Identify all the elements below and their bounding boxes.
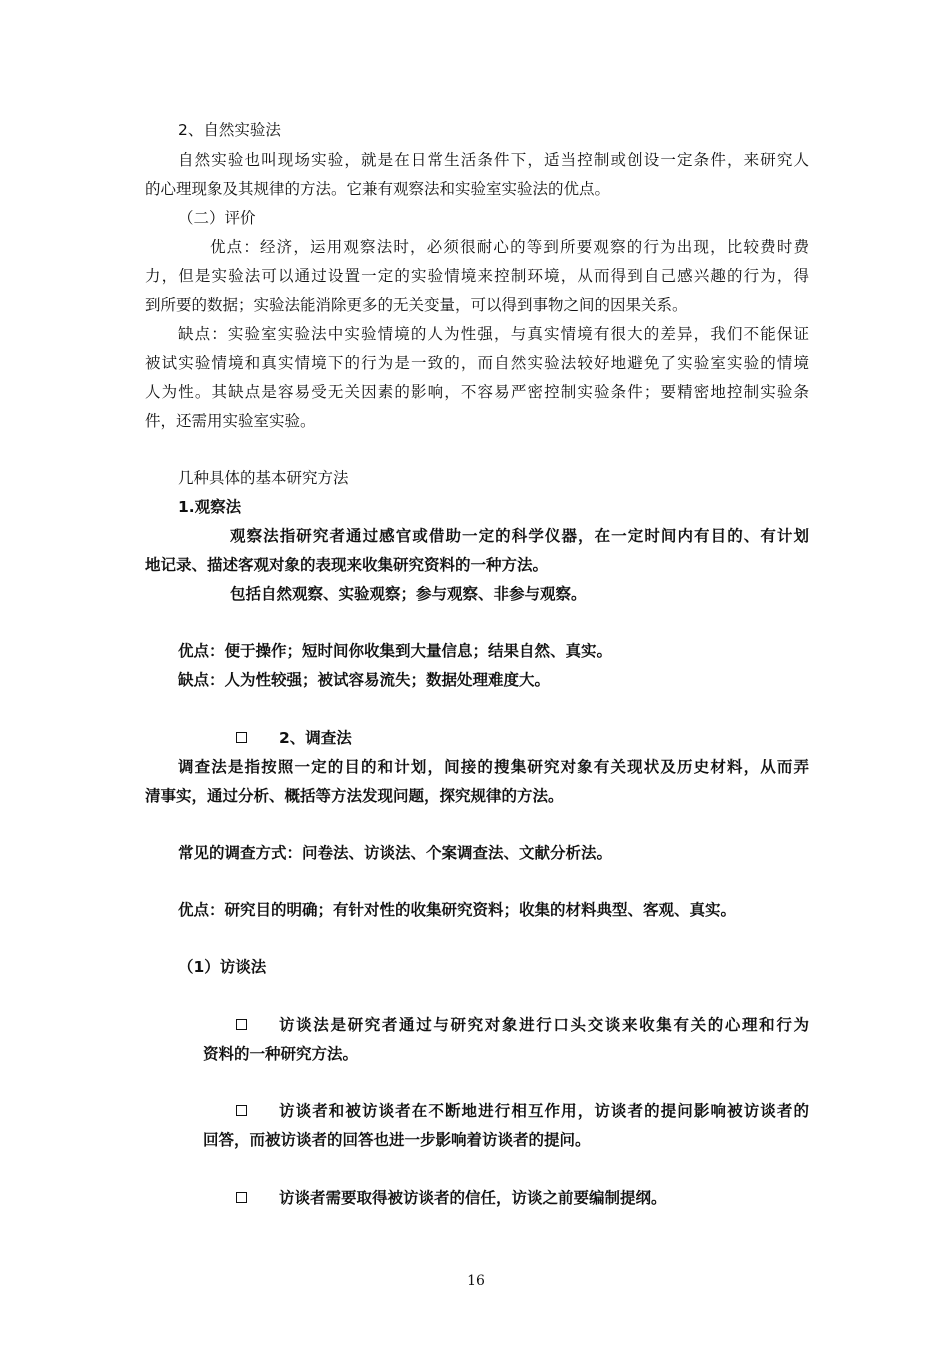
paragraph-line: 被试实验情境和真实情境下的行为是一致的，而自然实验法较好地避免了实验室实验的情境: [145, 354, 809, 372]
interview-title: （1）访谈法: [178, 958, 267, 976]
paragraph-line: 力，但是实验法可以通过设置一定的实验情境来控制环境，从而得到自己感兴趣的行为，得: [145, 267, 809, 285]
paragraph-line: 访谈者和被访谈者在不断地进行相互作用，访谈者的提问影响被访谈者的: [279, 1102, 809, 1120]
paragraph-line: 包括自然观察、实验观察；参与观察、非参与观察。: [230, 585, 587, 603]
observation-advantages: 优点：便于操作；短时间你收集到大量信息；结果自然、真实。: [178, 642, 613, 660]
paragraph-line: 缺点：实验室实验法中实验情境的人为性强，与真实情境有很大的差异，我们不能保证: [178, 325, 809, 343]
paragraph-line: 观察法指研究者通过感官或借助一定的科学仪器，在一定时间内有目的、有计划: [230, 527, 809, 545]
paragraph-line: 资料的一种研究方法。: [203, 1045, 359, 1063]
paragraph-line: 调查法是指按照一定的目的和计划，间接的搜集研究对象有关现状及历史材料，从而弄: [178, 758, 809, 776]
section-heading-natural-experiment: 2、自然实验法: [178, 121, 281, 139]
checkbox-bullet-icon: [236, 1192, 247, 1203]
bullet-item: [236, 726, 247, 750]
observation-disadvantages: 缺点：人为性较强；被试容易流失；数据处理难度大。: [178, 671, 551, 689]
section-heading-methods: 几种具体的基本研究方法: [178, 469, 349, 487]
bullet-item: [236, 1099, 247, 1123]
paragraph-line: 的心理现象及其规律的方法。它兼有观察法和实验室实验法的优点。: [145, 180, 611, 198]
paragraph-line: 访谈者需要取得被访谈者的信任，访谈之前要编制提纲。: [279, 1189, 667, 1207]
paragraph-line: 访谈法是研究者通过与研究对象进行口头交谈来收集有关的心理和行为: [279, 1016, 809, 1034]
sub-heading-evaluation: （二）评价: [178, 209, 256, 227]
paragraph-line: 回答，而被访谈者的回答也进一步影响着访谈者的提问。: [203, 1131, 591, 1149]
survey-title: 2、调查法: [279, 729, 352, 747]
survey-advantages: 优点：研究目的明确；有针对性的收集研究资料；收集的材料典型、客观、真实。: [178, 901, 737, 919]
paragraph-line: 地记录、描述客观对象的表现来收集研究资料的一种方法。: [145, 556, 549, 574]
bullet-item: [236, 1186, 247, 1210]
checkbox-bullet-icon: [236, 732, 247, 743]
paragraph-line: 优点：经济，运用观察法时，必须很耐心的等到所要观察的行为出现，比较费时费: [210, 238, 809, 256]
page-number: 16: [467, 1273, 485, 1289]
bullet-item: [236, 1013, 247, 1037]
paragraph-line: 人为性。其缺点是容易受无关因素的影响，不容易严密控制实验条件；要精密地控制实验条: [145, 383, 809, 401]
paragraph-line: 清事实，通过分析、概括等方法发现问题，探究规律的方法。: [145, 787, 564, 805]
paragraph-line: 到所要的数据；实验法能消除更多的无关变量，可以得到事物之间的因果关系。: [145, 296, 688, 314]
observation-title: 1.观察法: [178, 498, 242, 516]
paragraph-line: 自然实验也叫现场实验，就是在日常生活条件下，适当控制或创设一定条件，来研究人: [178, 151, 809, 169]
paragraph-line: 件，还需用实验室实验。: [145, 412, 316, 430]
checkbox-bullet-icon: [236, 1105, 247, 1116]
survey-ways: 常见的调查方式：问卷法、访谈法、个案调查法、文献分析法。: [178, 844, 613, 862]
checkbox-bullet-icon: [236, 1019, 247, 1030]
